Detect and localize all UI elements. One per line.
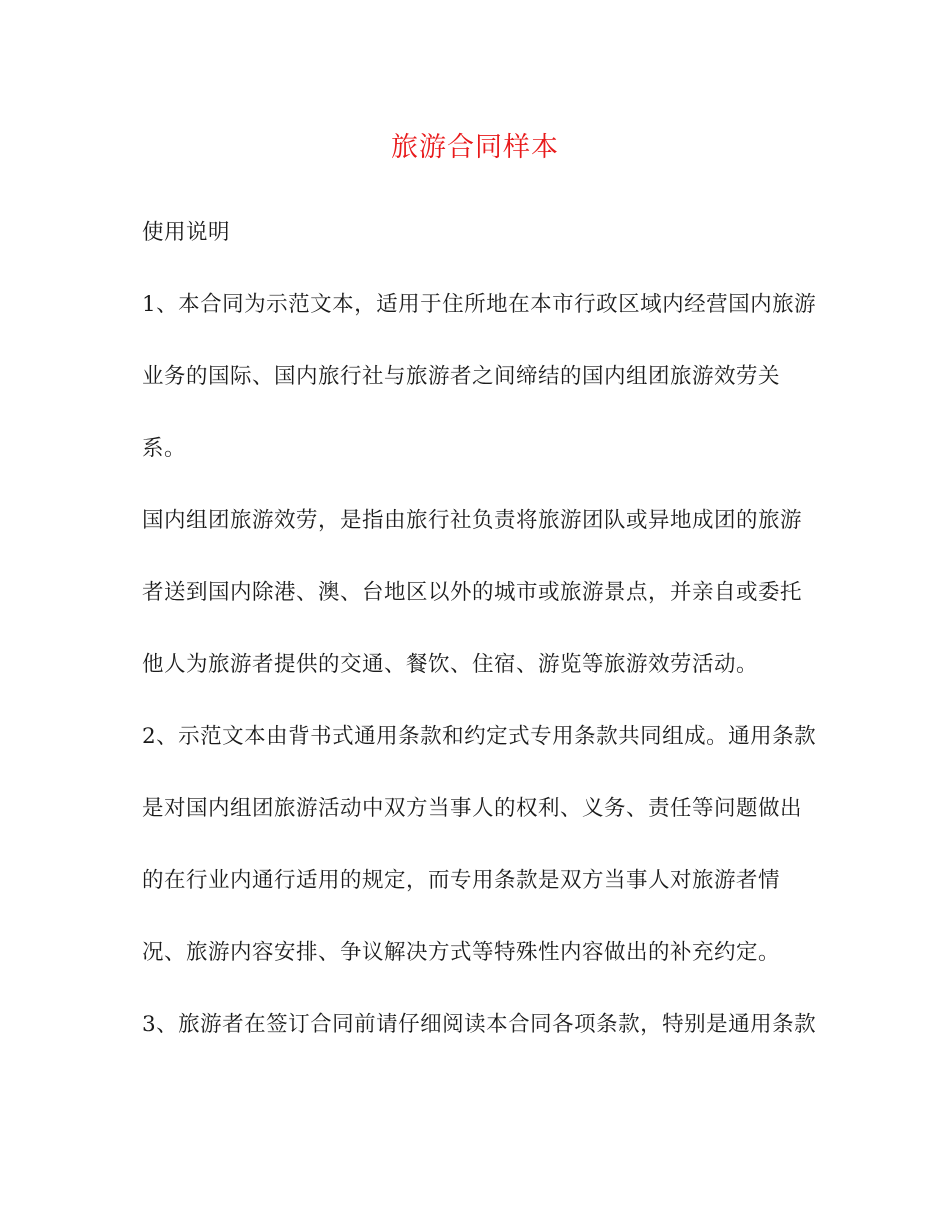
text-line: 者送到国内除港、澳、台地区以外的城市或旅游景点，并亲自或委托 (142, 580, 803, 605)
text-line: 他人为旅游者提供的交通、餐饮、住宿、游览等旅游效劳活动。 (142, 652, 759, 677)
text-line: 系。 (142, 436, 187, 461)
text-line: 业务的国际、国内旅行社与旅游者之间缔结的国内组团旅游效劳关 (142, 364, 781, 389)
text-line: 1、本合同为示范文本，适用于住所地在本市行政区域内经营国内旅游 (142, 292, 817, 317)
text-line: 3、旅游者在签订合同前请仔细阅读本合同各项条款，特别是通用条款 (142, 1012, 817, 1037)
text-line: 国内组团旅游效劳，是指由旅行社负责将旅游团队或异地成团的旅游 (142, 508, 803, 533)
text-line: 的在行业内通行适用的规定，而专用条款是双方当事人对旅游者情 (142, 868, 781, 893)
text-line: 2、示范文本由背书式通用条款和约定式专用条款共同组成。通用条款 (142, 724, 817, 749)
text-line: 是对国内组团旅游活动中双方当事人的权利、义务、责任等问题做出 (142, 796, 803, 821)
text-line: 使用说明 (142, 220, 231, 245)
document-title: 旅游合同样本 (391, 132, 559, 163)
text-line: 况、旅游内容安排、争议解决方式等特殊性内容做出的补充约定。 (142, 940, 781, 965)
